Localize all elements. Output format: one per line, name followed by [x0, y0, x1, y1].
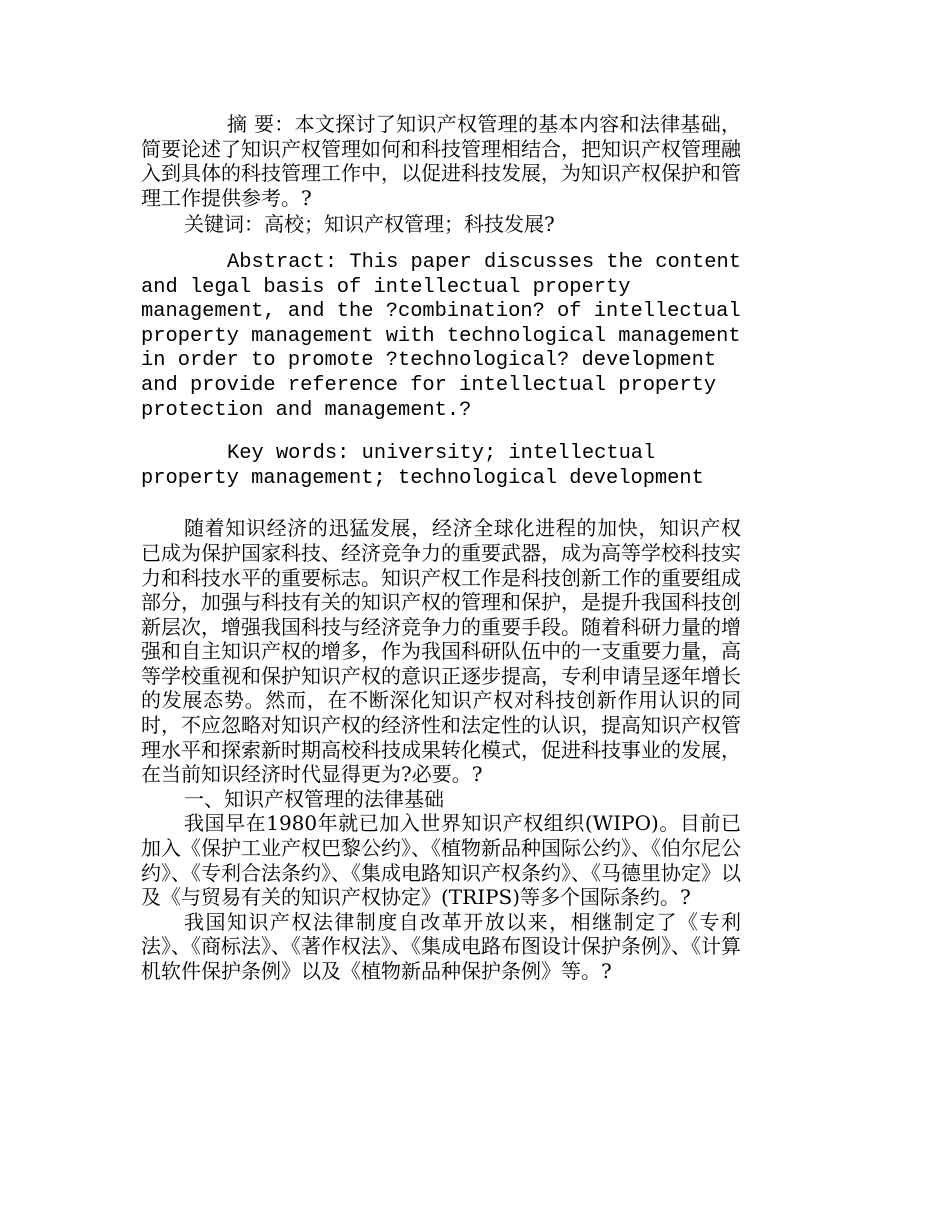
- section-heading-legal-basis: 一、知识产权管理的法律基础: [184, 786, 444, 811]
- keywords-en: Key words: university; intellectual property management; technological development: [141, 442, 704, 490]
- keywords-zh: 关键词：高校；知识产权管理；科技发展?: [184, 212, 555, 237]
- body-paragraph-international-treaties: 我国早在1980年就已加入世界知识产权组织(WIPO)。目前已加入《保护工业产权巴黎公约》、《植物新品种国际公约》、《伯尔尼公约》、《专利合法条约》、《集成电路知识产权条约》、《马德里协定》以及《与贸易有关的知识产权协定》(TRIPS)等多个国际条约。?: [141, 811, 741, 910]
- body-intro-paragraph: 随着知识经济的迅猛发展，经济全球化进程的加快，知识产权已成为保护国家科技、经济竞争力的重要武器，成为高等学校科技实力和科技水平的重要标志。知识产权工作是科技创新工作的重要组成部分，加强与科技有关的知识产权的管理和保护，是提升我国科技创新层次，增强我国科技与经济竞争力的重要手段。随着科研力量的增强和自主知识产权的增多，作为我国科研队伍中的一支重要力量，高等学校重视和保护知识产权的意识正逐步提高，专利申请呈逐年增长的发展态势。然而，在不断深化知识产权对科技创新作用认识的同时，不应忽略对知识产权的经济性和法定性的认识，提高知识产权管理水平和探索新时期高校科技成果转化模式，促进科技事业的发展，在当前知识经济时代显得更为?必要。?: [141, 516, 741, 787]
- abstract-en: Abstract: This paper discusses the content and legal basis of intellectual property management, and the ?combination? of intellectual property management with technological management in order to promote ?technological? development and provide reference for intellectual property protection and management.?: [141, 250, 741, 422]
- abstract-zh: 摘 要：本文探讨了知识产权管理的基本内容和法律基础，简要论述了知识产权管理如何和科技管理相结合，把知识产权管理融入到具体的科技管理工作中，以促进科技发展，为知识产权保护和管理工作提供参考。?: [141, 112, 741, 210]
- document-page: [141, 112, 741, 984]
- body-paragraph-domestic-laws: 我国知识产权法律制度自改革开放以来，相继制定了《专利法》、《商标法》、《著作权法》、《集成电路布图设计保护条例》、《计算机软件保护条例》以及《植物新品种保护条例》等。?: [141, 909, 741, 983]
